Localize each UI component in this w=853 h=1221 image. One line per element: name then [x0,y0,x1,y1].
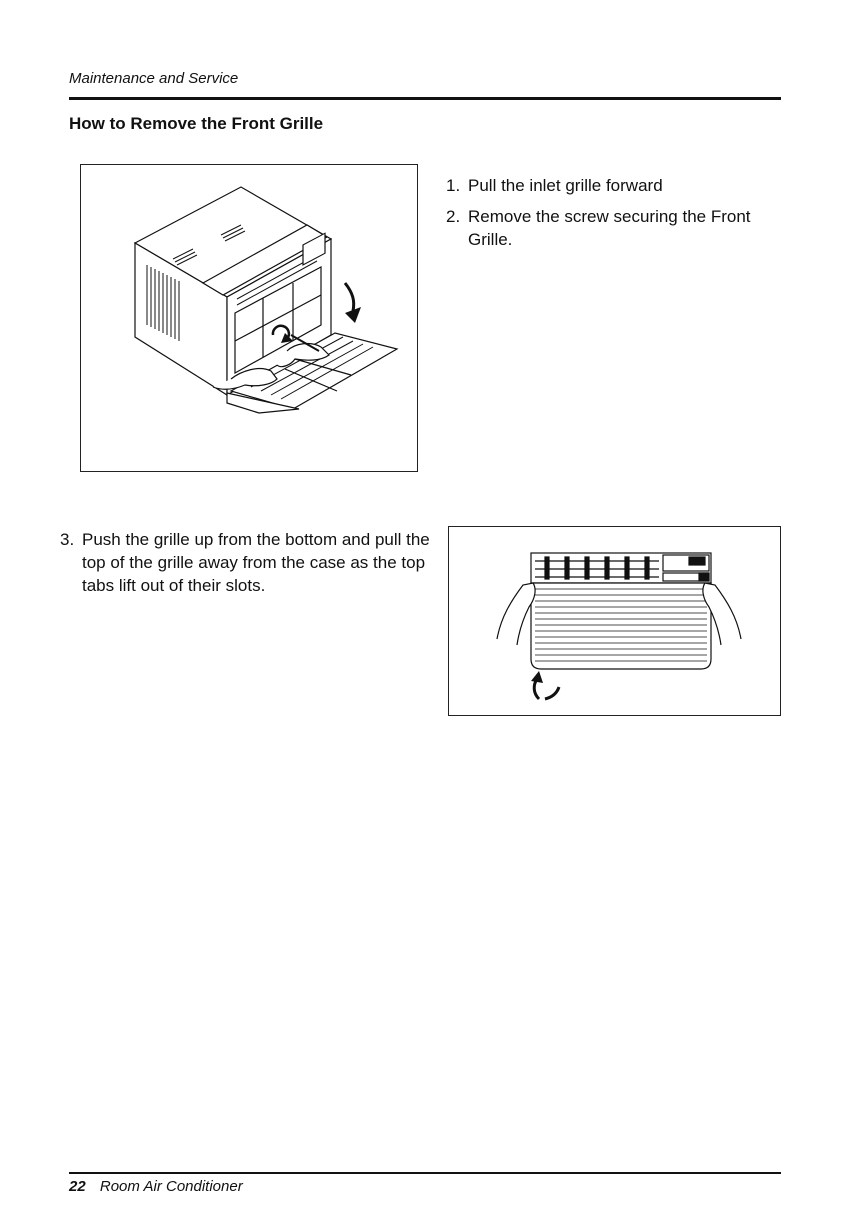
page-number: 22 [69,1178,86,1195]
step-text: Push the grille up from the bottom and pull the top of the grille away from the case as the top tabs lift out of their slots. [82,530,430,595]
step-number: 2. [446,207,461,226]
step-number: 3. [60,530,75,549]
list-item [446,174,786,197]
steps-list-b [60,528,440,597]
step-text: Remove the screw securing the Front Grille. [468,207,751,249]
figure-lift-grille [448,526,781,716]
running-header: Maintenance and Service [69,70,239,87]
section-title: How to Remove the Front Grille [69,114,324,133]
header-divider [69,97,781,100]
figure-remove-screw [80,164,418,472]
step-text: Pull the inlet grille forward [468,176,663,195]
list-item [60,528,440,597]
page-footer [69,1178,243,1195]
grille-lift-icon [449,527,780,715]
list-item [446,205,786,251]
footer-divider [69,1172,781,1174]
document-title: Room Air Conditioner [99,1178,243,1195]
steps-list-a [446,174,786,259]
step-number: 1. [446,176,461,195]
air-conditioner-screw-removal-icon [81,165,417,471]
